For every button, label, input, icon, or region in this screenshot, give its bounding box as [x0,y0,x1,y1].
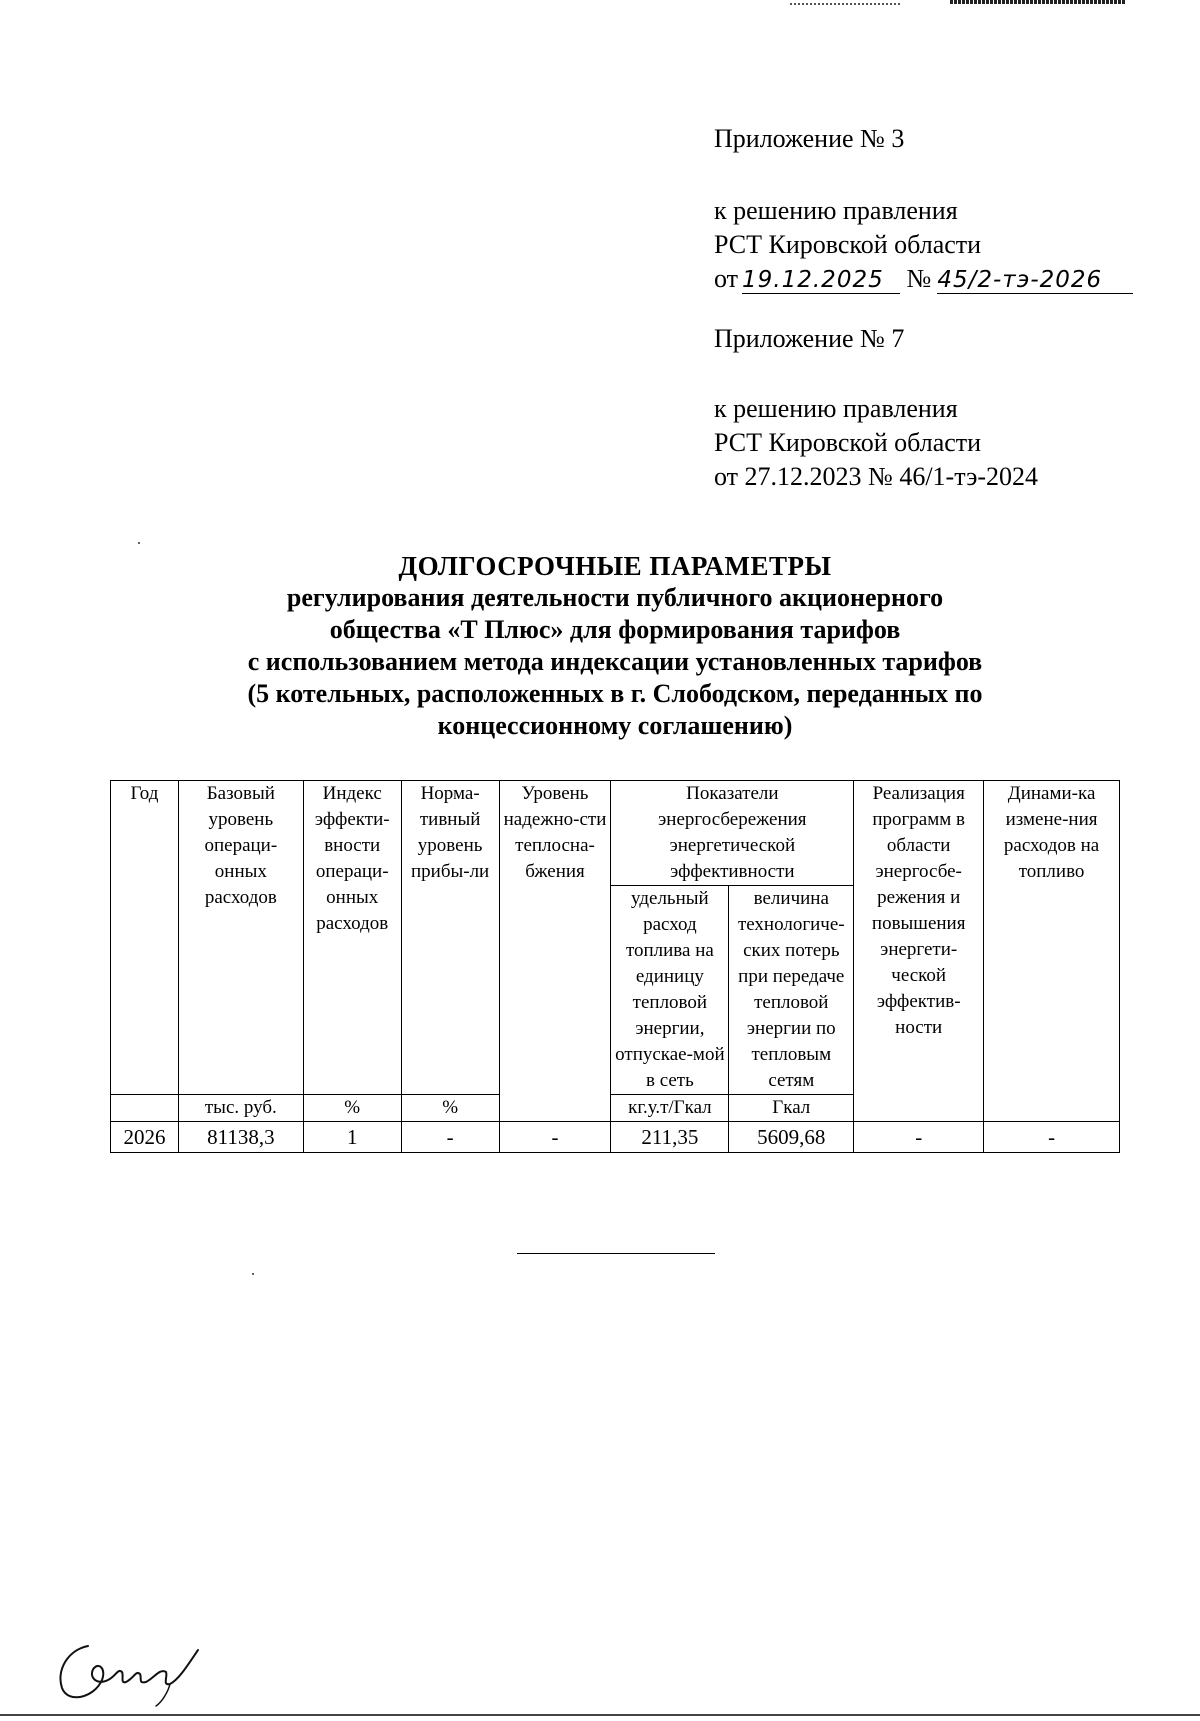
cell-fuel: 211,35 [611,1122,729,1153]
annex3-number-prefix: № [906,264,932,293]
signature-icon [50,1628,210,1708]
scan-bottom-edge [0,1714,1200,1716]
title-line3: общества «Т Плюс» для формирования тарифов [329,615,901,644]
annex3-title-block [714,122,904,156]
scan-mark-left [790,0,900,5]
header-energy-group: Показатели энергосбережения энергетической эффективности [611,781,854,886]
annex7-decision-block [714,392,1038,494]
unit-year [111,1095,179,1122]
header-base-opex: Базовый уровень операци-онных расходов [178,781,303,1095]
cell-profit: - [401,1122,499,1153]
annex7-line3: от 27.12.2023 № 46/1-тэ-2024 [714,462,1039,491]
annex3-handwritten-date: 19.12.2025 [742,267,900,294]
title-line1: ДОЛГОСРОЧНЫЕ ПАРАМЕТРЫ [398,551,832,581]
annex3-line1: к решению правления [714,196,958,225]
cell-reliability: - [499,1122,611,1153]
unit-profit: % [401,1095,499,1122]
annex7-title-block [714,322,904,356]
annex3-title: Приложение № 3 [714,124,905,153]
title-line4: с использованием метода индексации установленных тарифов [247,647,983,676]
header-reliability: Уровень надежно-сти теплосна-бжения [499,781,611,1122]
header-year: Год [111,781,179,1095]
cell-year: 2026 [111,1122,179,1153]
header-fuel-dynamics: Динами-ка измене-ния расходов на топливо [984,781,1120,1122]
cell-fuel-dynamics: - [984,1122,1120,1153]
annex3-handwritten-number: 45/2-тэ-2026 [937,267,1133,294]
scan-mark-right [950,0,1125,4]
cell-programs: - [854,1122,984,1153]
header-heat-losses: величина технологиче-ских потерь при передаче тепловой энергии по тепловым сетям [729,886,854,1095]
cell-losses: 5609,68 [729,1122,854,1153]
header-programs: Реализация программ в области энергосбе-режения и повышения энергети-ческой эффектив-ности [854,781,984,1122]
cell-base: 81138,3 [178,1122,303,1153]
unit-index: % [303,1095,401,1122]
scan-speck [252,1273,254,1275]
annex7-title: Приложение № 7 [714,324,905,353]
header-row-1 [111,781,1120,886]
parameters-table [110,780,1120,1153]
scan-speck [138,542,140,544]
table-row [111,1122,1120,1153]
annex7-line1: к решению правления [714,394,958,423]
scan-top-marks [790,0,1130,8]
document-title [100,550,1130,742]
annex3-decision-block [714,194,1133,296]
header-normative-profit: Норма-тивный уровень прибы-ли [401,781,499,1095]
annex3-date-line [714,262,1133,296]
header-efficiency-index: Индекс эффекти-вности операци-онных расходов [303,781,401,1095]
title-line5: (5 котельных, расположенных в г. Слободском, переданных по [247,679,983,708]
annex7-line2: РСТ Кировской области [714,428,982,457]
unit-losses: Гкал [729,1095,854,1122]
annex3-date-prefix: от [714,264,739,293]
end-divider [517,1253,715,1254]
annex3-line2: РСТ Кировской области [714,230,982,259]
unit-base: тыс. руб. [178,1095,303,1122]
cell-index: 1 [303,1122,401,1153]
title-line6: концессионному соглашению) [437,711,793,740]
title-line2: регулирования деятельности публичного акционерного [286,583,944,612]
header-specific-fuel: удельный расход топлива на единицу тепловой энергии, отпускае-мой в сеть [611,886,729,1095]
unit-fuel: кг.у.т/Гкал [611,1095,729,1122]
